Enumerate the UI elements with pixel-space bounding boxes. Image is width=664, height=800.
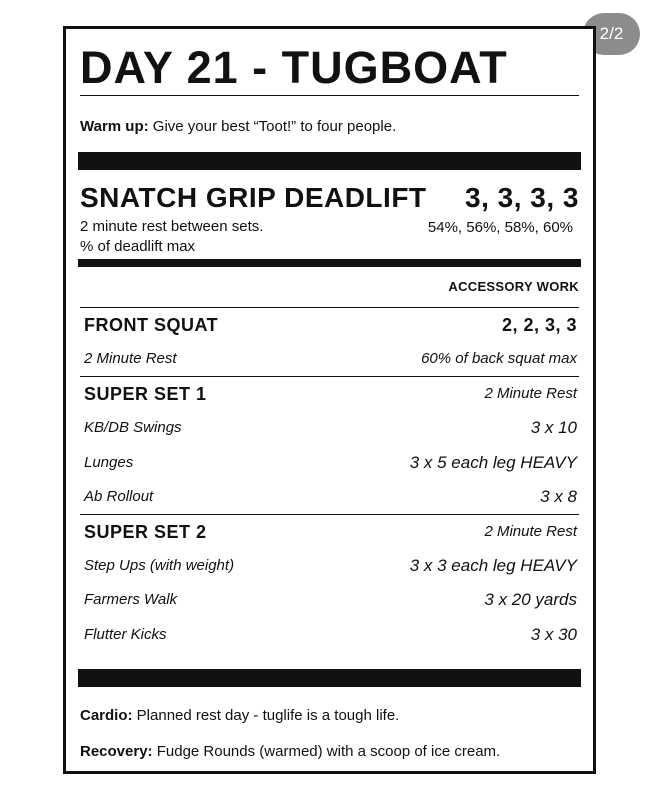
exercise-name: Lunges <box>84 454 134 471</box>
exercise-name: Step Ups (with weight) <box>84 557 235 574</box>
super-set-1-name: SUPER SET 1 <box>84 384 207 404</box>
title-divider <box>80 95 579 96</box>
section-bar-top <box>78 152 581 170</box>
front-squat-rest: 2 Minute Rest <box>84 350 177 367</box>
front-squat-header <box>80 308 579 342</box>
exercise-name: Flutter Kicks <box>84 626 167 643</box>
recovery-text: Fudge Rounds (warmed) with a scoop of ice cream. <box>156 743 501 760</box>
exercise-prescription: 3 x 20 yards <box>484 590 577 609</box>
super-set-2-rest: 2 Minute Rest <box>484 523 577 540</box>
section-bar-mid <box>78 259 581 267</box>
page-indicator: 2/2 <box>583 13 640 55</box>
main-lift-note-rest: 2 minute rest between sets. <box>80 218 264 235</box>
front-squat-detail <box>80 342 579 376</box>
cardio-text: Planned rest day - tuglife is a tough life. <box>136 707 400 724</box>
workout-card <box>63 26 596 774</box>
warmup-line <box>80 118 396 135</box>
front-squat-name: FRONT SQUAT <box>84 315 219 335</box>
cardio-line <box>80 707 399 724</box>
warmup-label: Warm up: <box>80 118 149 135</box>
exercise-prescription: 3 x 5 each leg HEAVY <box>409 453 577 472</box>
exercise-name: KB/DB Swings <box>84 419 182 436</box>
page-title: DAY 21 - TUGBOAT <box>80 42 508 93</box>
exercise-name: Farmers Walk <box>84 591 178 608</box>
cardio-label: Cardio: <box>80 707 133 724</box>
recovery-line <box>80 743 500 760</box>
super-set-1-rest: 2 Minute Rest <box>484 385 577 402</box>
super-set-2-header <box>80 515 579 549</box>
list-item <box>80 549 579 583</box>
super-set-2-name: SUPER SET 2 <box>84 522 207 542</box>
list-item <box>80 411 579 445</box>
list-item <box>80 446 579 480</box>
exercise-name: Ab Rollout <box>84 488 154 505</box>
recovery-label: Recovery: <box>80 743 153 760</box>
exercise-prescription: 3 x 10 <box>530 418 577 437</box>
list-item <box>80 480 579 514</box>
main-lift-sets: 3, 3, 3, 3 <box>465 182 579 213</box>
warmup-text: Give your best “Toot!” to four people. <box>152 118 397 135</box>
list-item <box>80 583 579 617</box>
list-item <box>80 618 579 652</box>
front-squat-intensity: 60% of back squat max <box>421 350 577 367</box>
section-bar-bottom <box>78 669 581 687</box>
exercise-prescription: 3 x 3 each leg HEAVY <box>409 556 577 575</box>
main-lift-note-max: % of deadlift max <box>80 238 196 255</box>
exercise-prescription: 3 x 8 <box>540 487 577 506</box>
main-lift-name: SNATCH GRIP DEADLIFT <box>80 182 427 213</box>
accessory-work-label: ACCESSORY WORK <box>448 279 579 294</box>
exercise-prescription: 3 x 30 <box>530 625 577 644</box>
front-squat-sets: 2, 2, 3, 3 <box>501 315 577 335</box>
main-lift-percentages: 54%, 56%, 58%, 60% <box>427 219 573 236</box>
super-set-1-header <box>80 377 579 411</box>
